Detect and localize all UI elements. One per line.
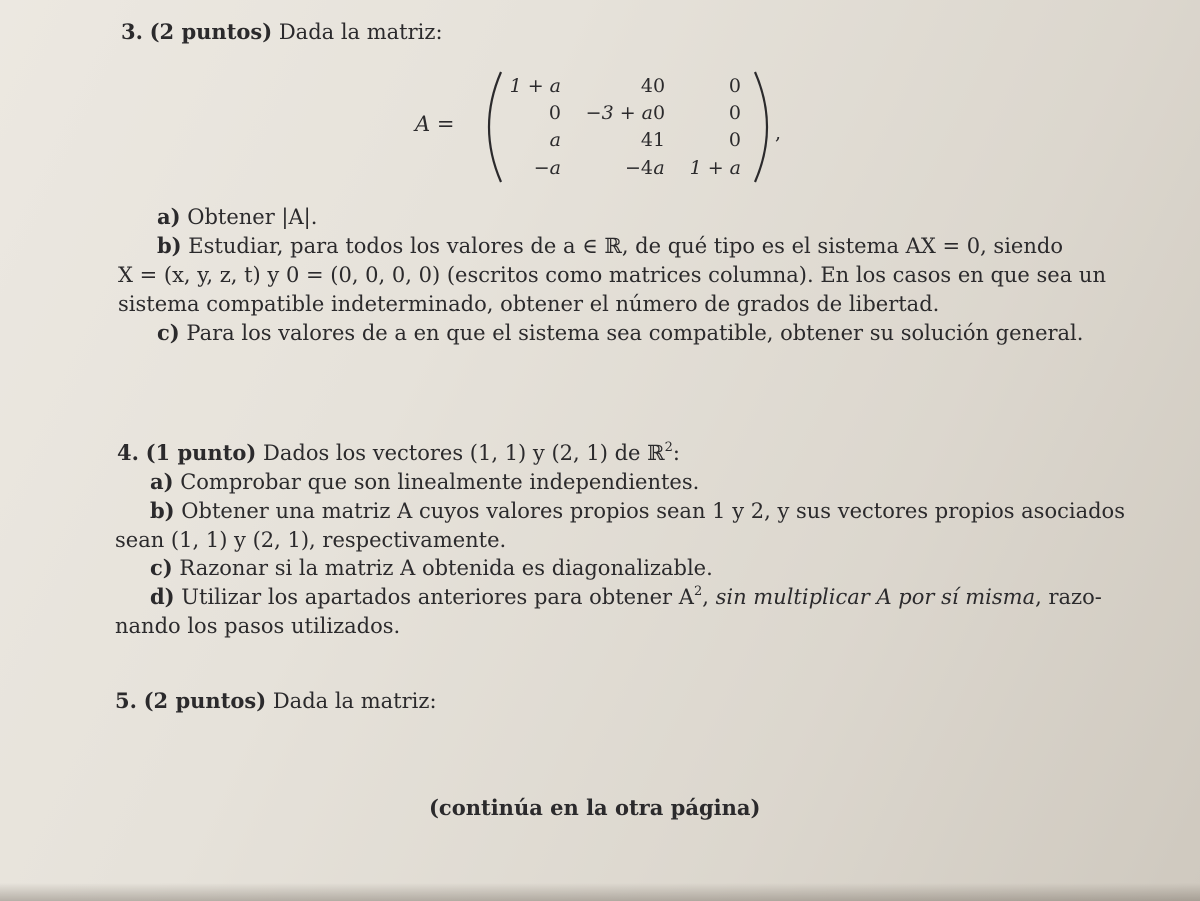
q5-heading [115, 686, 437, 716]
q4-part-b-line2: sean (1, 1) y (2, 1), respectivamente. [115, 528, 507, 552]
q3-number: 3. [121, 19, 143, 44]
part-text: Obtener una matriz A cuyos valores propios sean 1 y 2, y sus vectores propios asociados [174, 499, 1125, 523]
part-text: , razo- [1035, 585, 1102, 609]
matrix-cell: −3 + a [585, 102, 653, 124]
q3-part-b-line3: sistema compatible indeterminado, obtener el número de grados de libertad. [118, 292, 940, 316]
q4-heading-text: Dados los vectores (1, 1) y (2, 1) de ℝ [256, 441, 665, 465]
part-label: b) [150, 498, 175, 523]
q4-part-a [150, 467, 699, 497]
q5-heading-text: Dada la matriz: [266, 689, 437, 713]
part-text: Obtener |A|. [180, 205, 318, 229]
q4-points: (1 punto) [145, 440, 257, 465]
part-sup: 2 [693, 584, 703, 599]
matrix-comma: , [775, 122, 782, 144]
q3-heading [121, 17, 443, 47]
q4-heading [117, 438, 680, 468]
matrix-cell: 0 [652, 75, 666, 97]
q4-heading-end: : [672, 441, 680, 465]
part-label: c) [157, 320, 180, 345]
q3-part-b-line2: X = (x, y, z, t) y 0 = (0, 0, 0, 0) (escritos como matrices columna). En los casos en que sea un [118, 263, 1106, 287]
q3-part-b-line1 [157, 231, 1063, 261]
q5-points: (2 puntos) [143, 688, 267, 713]
matrix-cell: 0 [728, 102, 741, 124]
part-label: b) [157, 233, 182, 258]
matrix-cell: 0 [652, 102, 666, 124]
matrix-cell: 4 [640, 129, 653, 151]
q4-part-b-line1 [150, 496, 1125, 526]
part-text: Estudiar, para todos los valores de a ∈ ℝ, de qué tipo es el sistema AX = 0, siendo [181, 234, 1063, 258]
q4-number: 4. [117, 440, 139, 465]
part-label: c) [150, 555, 173, 580]
part-text: , [702, 585, 716, 609]
matrix-cell: a [549, 129, 561, 151]
matrix-cell: 1 [652, 129, 666, 151]
part-italic: sin multiplicar A por sí misma [715, 585, 1036, 609]
part-label: a) [157, 204, 181, 229]
matrix-cell: −a [533, 157, 561, 179]
q4-heading-sup: 2 [664, 440, 673, 455]
q4-part-d-line1 [150, 582, 1102, 612]
q3-part-a [157, 202, 317, 232]
q3-heading-text: Dada la matriz: [272, 20, 443, 44]
q3-part-c [157, 318, 1083, 348]
part-label: d) [150, 584, 175, 609]
matrix-cell: 0 [728, 129, 741, 151]
part-text: Razonar si la matriz A obtenida es diagonalizable. [172, 556, 713, 580]
matrix-cell: 1 + a [509, 75, 561, 97]
q3-matrix [415, 68, 795, 186]
part-text: Utilizar los apartados anteriores para obtener A [174, 585, 694, 609]
matrix-cell: a [653, 157, 665, 179]
q5-number: 5. [115, 688, 137, 713]
matrix-label: A = [415, 112, 455, 136]
part-text: Para los valores de a en que el sistema sea compatible, obtener su solución general. [179, 321, 1084, 345]
q4-part-c [150, 553, 713, 583]
matrix-cell: 0 [728, 75, 741, 97]
matrix-cell: 4 [640, 75, 653, 97]
matrix-cell: −4 [624, 157, 653, 179]
part-label: a) [150, 469, 174, 494]
continue-note: (continúa en la otra página) [429, 795, 761, 820]
q4-part-d-line2: nando los pasos utilizados. [115, 614, 401, 638]
matrix-cell: 0 [548, 102, 561, 124]
matrix-cell: 1 + a [689, 157, 741, 179]
part-text: Comprobar que son linealmente independientes. [173, 470, 700, 494]
q3-points: (2 puntos) [149, 19, 273, 44]
